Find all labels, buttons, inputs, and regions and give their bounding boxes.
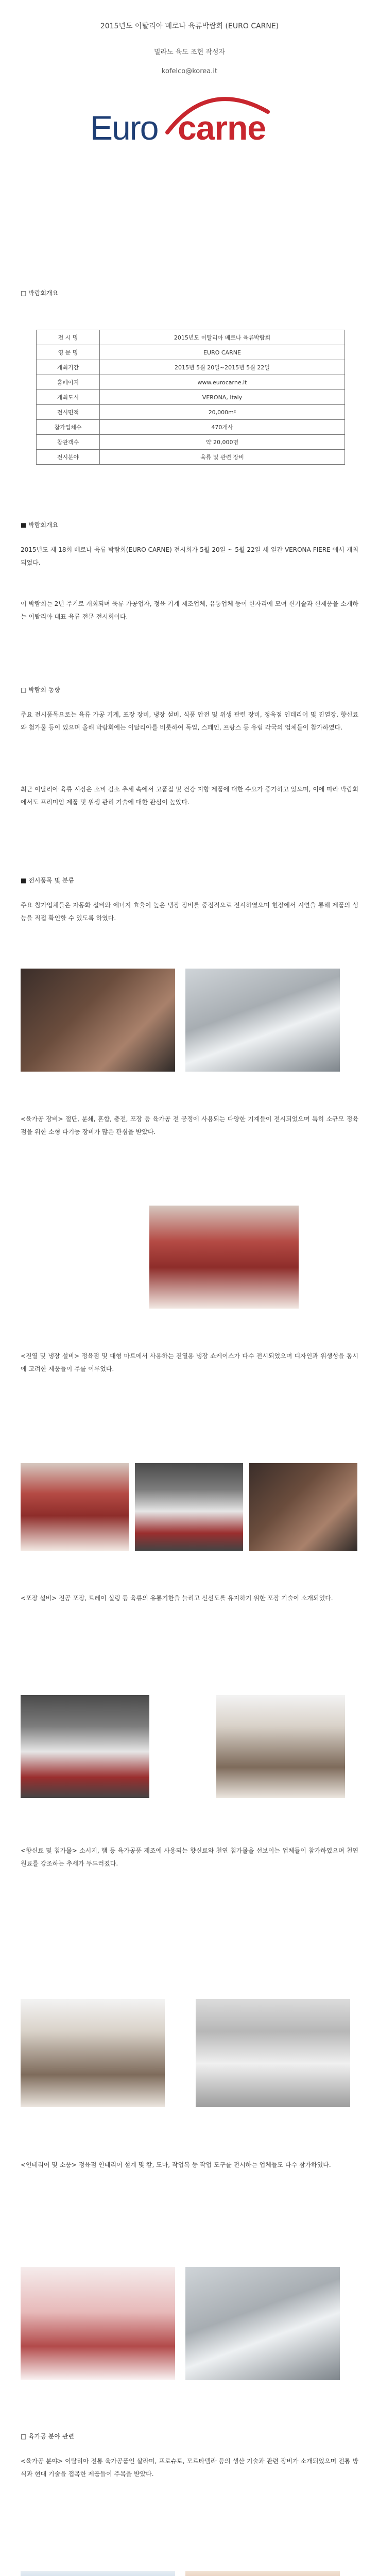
paragraph: 주요 참가업체들은 자동화 설비와 에너지 효율이 높은 냉장 장비를 중점적으로 전시하였으며 현장에서 시연을 통해 제품의 성능을 직접 확인할 수 있도록 하였다. (21, 902, 358, 922)
table-value: 20,000m² (100, 405, 345, 420)
paragraph: <포장 설비> 진공 포장, 트레이 실링 등 육류의 유통기한을 늘리고 신선도를 유지하기 위한 포장 기술이 소개되었다. (21, 1595, 333, 1602)
report-author: 밀라노 육도 조현 작성자 (154, 48, 225, 56)
section-heading-trend: □ 박람회 동향 (21, 686, 60, 693)
table-value: EURO CARNE (100, 345, 345, 360)
report-header (0, 21, 379, 75)
table-row (37, 390, 345, 405)
paragraph: 이 박람회는 2년 주기로 개최되며 육류 가공업자, 정육 기계 제조업체, 유통업체 등이 한자리에 모여 신기술과 신제품을 소개하는 이탈리아 대표 육류 전문 전시회이다. (21, 600, 358, 621)
section-heading-overview: □ 박람회개요 (21, 290, 59, 297)
section-heading-display: ■ 전시품목 및 분류 (21, 877, 74, 884)
table-value: 2015년도 이탈리아 베로나 육류박람회 (100, 330, 345, 345)
table-key: 개최기간 (37, 360, 100, 375)
table-row (37, 420, 345, 435)
table-row (37, 330, 345, 345)
table-key: 전시분야 (37, 450, 100, 465)
paragraph: <향신료 및 첨가물> 소시지, 햄 등 육가공품 제조에 사용되는 향신료와 천연 첨가물을 선보이는 업체들이 참가하였으며 천연 원료를 강조하는 추세가 두드러졌다. (21, 1847, 358, 1868)
exhibition-photo (21, 2267, 175, 2380)
eurocarne-logo (90, 77, 291, 155)
exhibition-photo (135, 1463, 243, 1551)
paragraph: <진열 및 냉장 설비> 정육점 및 대형 마트에서 사용하는 진열용 냉장 쇼케이스가 다수 전시되었으며 디자인과 위생성을 동시에 고려한 제품들이 주를 이루었다. (21, 1352, 358, 1373)
paragraph: 최근 이탈리아 육류 시장은 소비 감소 추세 속에서 고품질 및 건강 지향 제품에 대한 수요가 증가하고 있으며, 이에 따라 박람회에서도 프리미엄 제품 및 위생 관리 기술에 대한 관심이 높았다. (21, 786, 358, 806)
table-row (37, 345, 345, 360)
paragraph: <육가공 분야> 이탈리아 전통 육가공품인 살라미, 프로슈토, 모르타델라 등의 생산 기술과 관련 장비가 소개되었으며 전통 방식과 현대 기술을 접목한 제품들이 주목을 받았다. (21, 2458, 358, 2478)
table-row (37, 450, 345, 465)
table-value: 470개사 (100, 420, 345, 435)
paragraph: <육가공 장비> 절단, 분쇄, 혼합, 충전, 포장 등 육가공 전 공정에 사용되는 다양한 기계들이 전시되었으며 특히 소규모 정육점을 위한 소형 다기능 장비가 많은 관심을 받았다. (21, 1115, 358, 1136)
section-heading-sausage: □ 육가공 분야 관련 (21, 2433, 74, 2440)
exhibition-info-table (36, 330, 345, 465)
table-key: 전 시 명 (37, 330, 100, 345)
report-email[interactable]: kofelco@korea.it (161, 67, 218, 75)
table-key: 홈페이지 (37, 375, 100, 390)
exhibition-photo (185, 2571, 340, 2576)
table-value: 2015년 5월 20일~2015년 5월 22일 (100, 360, 345, 375)
exhibition-photo (185, 969, 340, 1072)
exhibition-photo (216, 1695, 345, 1798)
table-row (37, 360, 345, 375)
exhibition-photo (185, 2267, 340, 2380)
paragraph: 주요 전시품목으로는 육류 가공 기계, 포장 장비, 냉장 설비, 식품 안전 및 위생 관련 장비, 정육점 인테리어 및 진열장, 향신료와 첨가물 등이 있으며 올해 박람회에는 이탈리아를 비롯하여 독일, 스페인, 프랑스 등 유럽 각국의 업체들이 참가하였다. (21, 711, 358, 732)
exhibition-photo (149, 1206, 299, 1309)
table-value[interactable]: www.eurocarne.it (100, 375, 345, 390)
table-row (37, 375, 345, 390)
exhibition-photo (21, 1463, 129, 1551)
exhibition-photo (196, 1999, 350, 2107)
table-row (37, 405, 345, 420)
exhibition-photo (21, 1695, 149, 1798)
exhibition-photo (21, 2571, 175, 2576)
exhibition-photo (21, 1999, 165, 2107)
exhibition-photo (21, 969, 175, 1072)
table-value: 육류 및 관련 장비 (100, 450, 345, 465)
logo-text-euro: Euro (90, 109, 158, 147)
table-row (37, 435, 345, 450)
table-key: 전시면적 (37, 405, 100, 420)
paragraph: 2015년도 제 18회 베로나 육류 박람회(EURO CARNE) 전시회가 5월 20일 ~ 5월 22일 세 일간 VERONA FIERE 에서 개최되었다. (21, 546, 358, 567)
table-key: 참가업체수 (37, 420, 100, 435)
table-value: VERONA, Italy (100, 390, 345, 405)
table-key: 개최도시 (37, 390, 100, 405)
section-heading-background: ■ 박람회개요 (21, 521, 59, 529)
exhibition-photo (249, 1463, 357, 1551)
table-key: 영 문 명 (37, 345, 100, 360)
table-key: 참관객수 (37, 435, 100, 450)
table-value: 약 20,000명 (100, 435, 345, 450)
report-title: 2015년도 이탈리아 베로나 육류박람회 (EURO CARNE) (100, 22, 279, 30)
paragraph: <인테리어 및 소품> 정육점 인테리어 설계 및 칼, 도마, 작업복 등 작업 도구를 전시하는 업체들도 다수 참가하였다. (21, 2161, 331, 2168)
logo-text-carne: carne (178, 109, 266, 147)
